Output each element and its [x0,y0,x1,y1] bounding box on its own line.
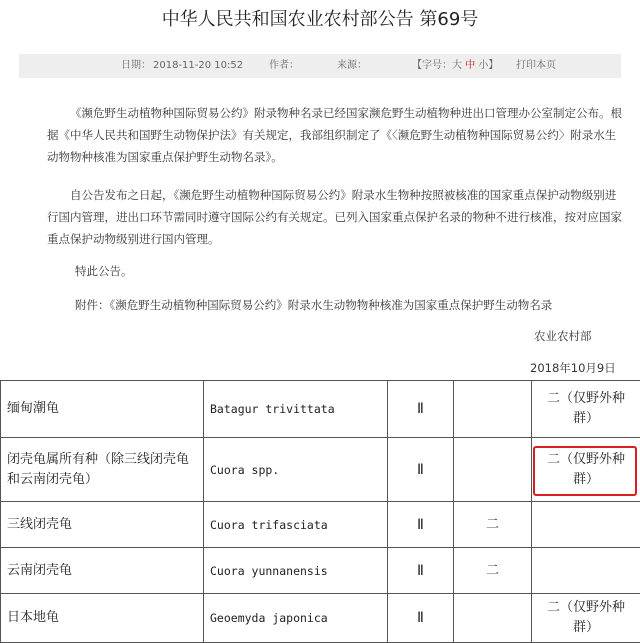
source-label: 来源： [337,54,367,78]
font-size-medium[interactable]: 中 [465,60,475,71]
protection-level [454,594,532,643]
protection-level: 二 [454,502,532,548]
species-name: 云南闭壳龟 [1,548,204,594]
protection-note: 二（仅野外种群） [532,594,640,643]
species-latin: Batagur trivittata [204,381,388,438]
author-label: 作者： [269,54,299,78]
protection-note: 二（仅野外种群） [532,381,640,438]
font-size-large[interactable]: 大 [452,60,462,71]
species-latin: Cuora spp. [204,438,388,502]
highlight-box [533,446,637,496]
attachment-line: 附件：《濒危野生动植物种国际贸易公约》附录水生动物物种核准为国家重点保护野生动物名录 [75,294,640,316]
meta-bar [19,54,621,78]
body-paragraph-2: 自公告发布之日起，《濒危野生动植物种国际贸易公约》附录水生物种按照被核准的国家重点保护动物级别进行国内管理，进出口环节需同时遵守国际公约有关规定。已列入国家重点保护名录的物种不进行核准，按对应国家重点保护动物级别进行国内管理。 [47,184,627,250]
appendix-level: Ⅱ [388,594,454,643]
species-latin: Cuora trifasciata [204,502,388,548]
protection-level [454,438,532,502]
body-paragraph-1: 《濒危野生动植物种国际贸易公约》附录物种名录已经国家濒危野生动植物种进出口管理办公室制定公布。根据《中华人民共和国野生动物保护法》有关规定，我部组织制定了《〈濒危野生动植物种国际贸易公约〉附录水生动物物种核准为国家重点保护野生动物名录》。 [47,102,627,168]
table-row [1,502,640,548]
appendix-level: Ⅱ [388,381,454,438]
appendix-level: Ⅱ [388,438,454,502]
species-name: 日本地龟 [1,594,204,643]
signature: 农业农村部 [534,328,592,344]
species-latin: Cuora yunnanensis [204,548,388,594]
protection-note [532,502,640,548]
species-latin: Geoemyda japonica [204,594,388,643]
print-link[interactable]: 打印本页 [516,54,556,78]
protection-level [454,381,532,438]
table-row [1,594,640,643]
protection-level: 二 [454,548,532,594]
font-size-prefix: 【字号： [412,60,452,71]
font-size-small[interactable]: 小 [478,60,488,71]
date-value: 2018-11-20 10:52 [153,54,243,78]
species-table [0,380,640,643]
species-name: 闭壳龟属所有种（除三线闭壳龟和云南闭壳龟） [1,438,204,502]
sign-date: 2018年10月9日 [530,360,616,376]
font-size-suffix: 】 [488,60,498,71]
table-row [1,381,640,438]
body-paragraph-3: 特此公告。 [75,260,640,282]
font-size-control [412,54,498,78]
appendix-level: Ⅱ [388,502,454,548]
protection-note [532,548,640,594]
species-name: 缅甸潮龟 [1,381,204,438]
appendix-level: Ⅱ [388,548,454,594]
species-name: 三线闭壳龟 [1,502,204,548]
table-row [1,548,640,594]
date-label: 日期： [121,54,151,78]
page-title: 中华人民共和国农业农村部公告 第69号 [0,6,640,34]
protection-note: 二（仅野外种群） [532,438,640,502]
